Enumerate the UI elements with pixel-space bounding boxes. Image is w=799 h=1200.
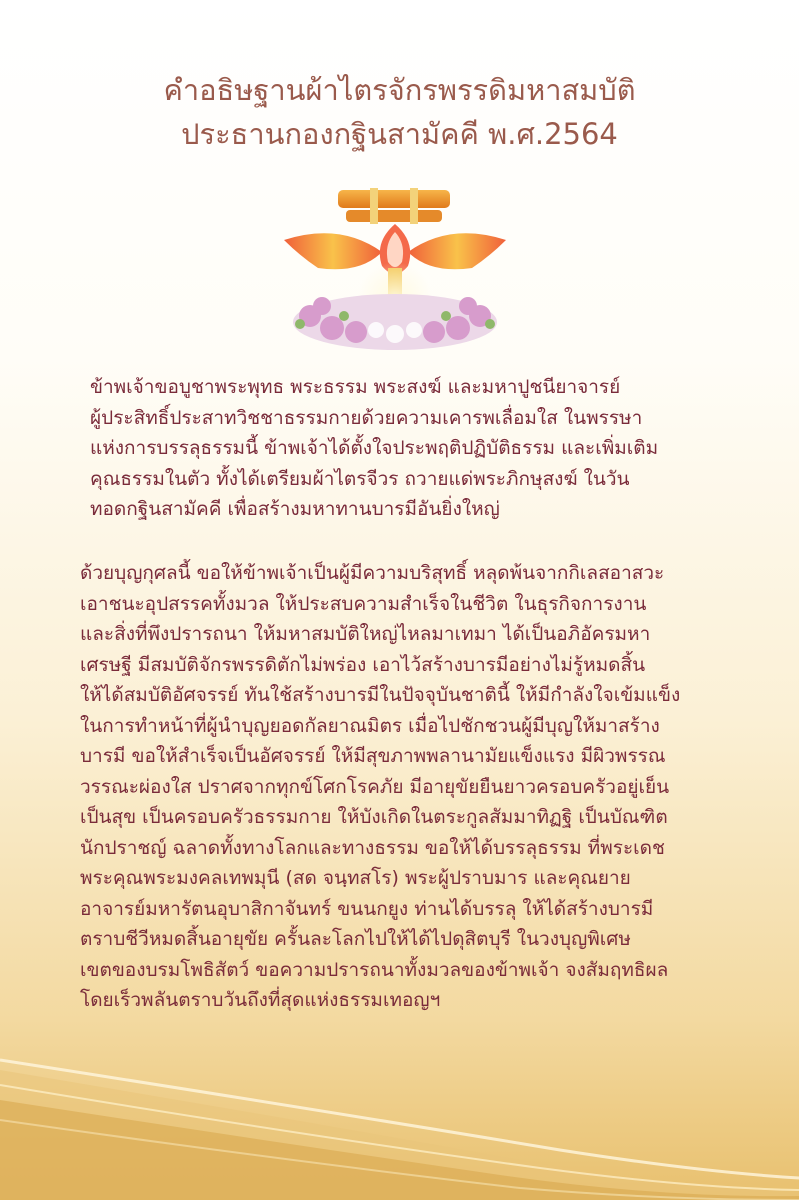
text-line: ตราบชีวีหมดสิ้นอายุขัย ครั้นละโลกไปให้ได้ไปดุสิตบุรี ในวงบุญพิเศษ bbox=[80, 928, 631, 950]
text-line: เศรษฐี มีสมบัติจักรพรรดิตักไม่พร่อง เอาไว้สร้างบารมีอย่างไม่รู้หมดสิ้น bbox=[80, 653, 646, 676]
text-line: นักปราชญ์ ฉลาดทั้งทางโลกและทางธรรม ขอให้ได้บรรลุธรรม ที่พระเดช bbox=[80, 836, 665, 859]
text-line: เป็นสุข เป็นครอบครัวธรรมกาย ให้บังเกิดในตระกูลสัมมาทิฏฐิ เป็นบัณฑิต bbox=[80, 806, 668, 828]
gold-wave-decoration bbox=[0, 1040, 799, 1200]
text-line: เอาชนะอุปสรรคทั้งมวล ให้ประสบความสำเร็จในชีวิต ในธุรกิจการงาน bbox=[80, 592, 647, 615]
text-line: อาจารย์มหารัตนอุบาสิกาจันทร์ ขนนกยูง ท่านได้บรรลุ ให้ได้สร้างบารมี bbox=[80, 897, 654, 920]
text-line: โดยเร็วพลันตราบวันถึงที่สุดแห่งธรรมเทอญฯ bbox=[80, 989, 441, 1011]
title-line-1: คำอธิษฐานผ้าไตรจักรพรรดิมหาสมบัติ bbox=[163, 73, 636, 107]
text-line: ทอดกฐินสามัคคี เพื่อสร้างมหาทานบารมีอันยิ่งใหญ่ bbox=[90, 498, 500, 520]
text-line: ในการทำหน้าที่ผู้นำบุญยอดกัลยาณมิตร เมื่อไปชักชวนผู้มีบุญให้มาสร้าง bbox=[80, 714, 660, 737]
prayer-paragraph bbox=[80, 558, 740, 1016]
text-line: ให้ได้สมบัติอัศจรรย์ ทันใช้สร้างบารมีในปัจจุบันชาตินี้ ให้มีกำลังใจเข้มแข็ง bbox=[80, 684, 681, 706]
text-line: วรรณะผ่องใส ปราศจากทุกข์โศกโรคภัย มีอายุขัยยืนยาวครอบครัวอยู่เย็น bbox=[80, 775, 670, 798]
text-line: และสิ่งที่พึงปรารถนา ให้มหาสมบัติใหญ่ไหลมาเทมา ได้เป็นอภิอัครมหา bbox=[80, 623, 651, 645]
text-line: ด้วยบุญกุศลนี้ ขอให้ข้าพเจ้าเป็นผู้มีความบริสุทธิ์ หลุดพ้นจากกิเลสอาสวะ bbox=[80, 562, 665, 584]
robe-offering-emblem-icon bbox=[270, 182, 520, 357]
text-line: ผู้ประสิทธิ์ประสาทวิชชาธรรมกายด้วยความเคารพเลื่อมใส ในพรรษา bbox=[90, 406, 643, 429]
title-line-2: ประธานกองกฐินสามัคคี พ.ศ.2564 bbox=[181, 117, 618, 151]
text-line: บารมี ขอให้สำเร็จเป็นอัศจรรย์ ให้มีสุขภาพพลานามัยแข็งแรง มีผิวพรรณ bbox=[80, 745, 666, 767]
text-line: เขตของบรมโพธิสัตว์ ขอความปรารถนาทั้งมวลของข้าพเจ้า จงสัมฤทธิผล bbox=[80, 958, 669, 981]
text-line: คุณธรรมในตัว ทั้งได้เตรียมผ้าไตรจีวร ถวายแด่พระภิกษุสงฆ์ ในวัน bbox=[90, 467, 630, 490]
text-line: แห่งการบรรลุธรรมนี้ ข้าพเจ้าได้ตั้งใจประพฤติปฏิบัติธรรม และเพิ่มเติม bbox=[90, 437, 659, 459]
text-line: ข้าพเจ้าขอบูชาพระพุทธ พระธรรม พระสงฆ์ และมหาปูชนียาจารย์ bbox=[90, 376, 621, 398]
page-title bbox=[0, 68, 799, 156]
text-line: พระคุณพระมงคลเทพมุนี (สด จนฺทสโร) พระผู้ปราบมาร และคุณยาย bbox=[80, 867, 631, 889]
opening-paragraph bbox=[90, 372, 750, 525]
